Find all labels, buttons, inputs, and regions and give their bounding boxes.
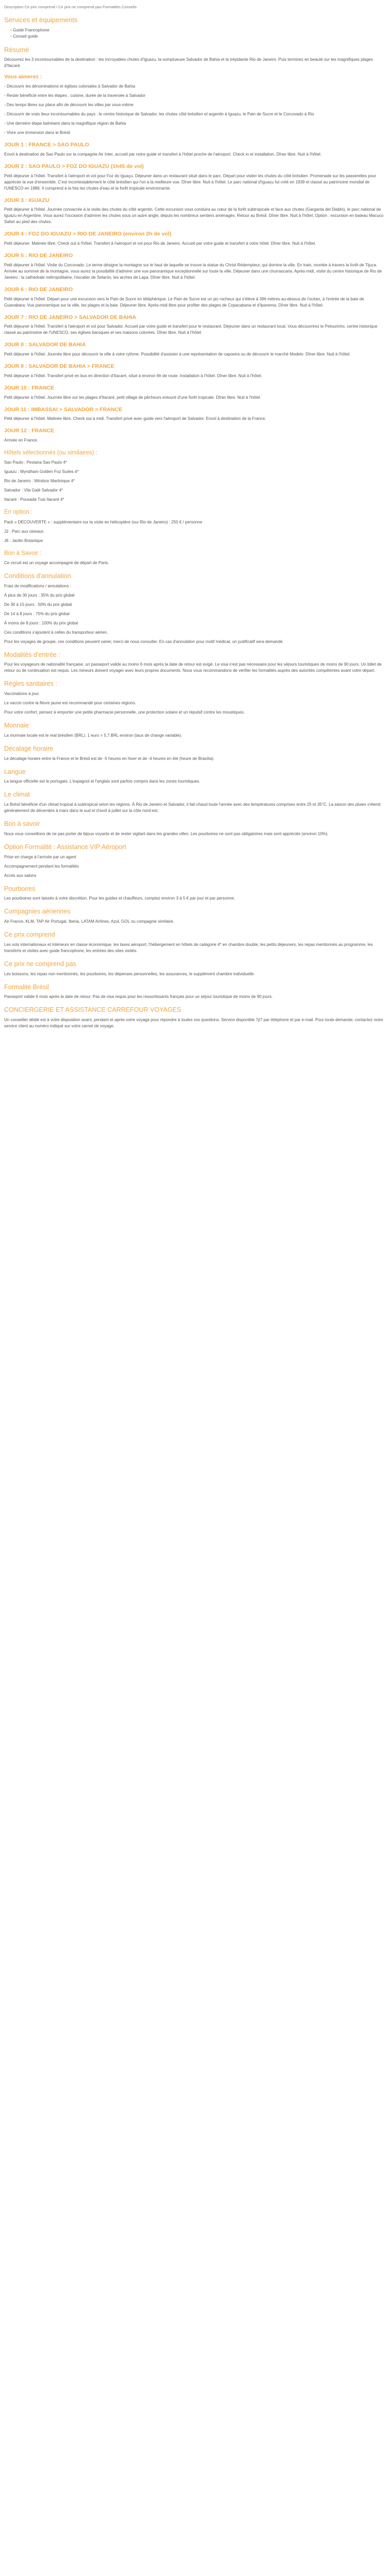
day-title: JOUR 5 : RIO DE JANEIRO bbox=[4, 252, 73, 259]
option-formalite-item: Accès aux salons bbox=[4, 873, 37, 878]
conditions-item: Frais de modifications / annulations : bbox=[4, 583, 71, 588]
day-text: Petit déjeuner à l'hôtel. Journée consacrée à la visite des chutes du côté argentin. Cette excursion vous conduira au cœur de la forêt subtropicale et face aux chutes (Garganta del Diablo), le parc national de Iguazu en Argentine. Vous aurez l'occasion d'admirer les chutes sous un autre angle, depuis les nombreux sentiers aménagés. Retour au Brésil. Dîner libre. Nuit à l'hôtel. Option : excursion en bateau Macuco Safari au pied des chutes. bbox=[4, 207, 384, 225]
day-title: JOUR 1 : FRANCE > SAO PAULO bbox=[4, 142, 89, 148]
prix-ne-comprend-title: Ce prix ne comprend pas bbox=[4, 960, 76, 968]
resume-paragraph: Découvrez les 3 incontournables de la destination : les incroyables chutes d'Iguazu, la somptueuse Salvador de Bahia et la trépidante Rio de Janeiro. Puis terminez en beauté sur les magnifiques plages d'Itacaré. bbox=[4, 57, 373, 69]
bon-a-savoir-title: Bon à savoir bbox=[4, 820, 40, 827]
option-formalite-title: Option Formalité : Assistance VIP Aéroport bbox=[4, 843, 126, 851]
vous-aimerez-title: Vous aimerez : bbox=[4, 74, 42, 80]
conditions-item: De 14 à 8 jours : 75% du prix global bbox=[4, 611, 70, 616]
vous-aimerez-item: - Découvrir les dénominations et églises coloniales à Salvador de Bahia bbox=[4, 84, 135, 89]
services-item: • Guide Francophone bbox=[10, 27, 387, 33]
langue-text: La langue officielle est le portugais. L'espagnol et l'anglais sont parfois compris dans les zones touristiques. bbox=[4, 779, 201, 784]
day-title: JOUR 3 : IGUAZU bbox=[4, 197, 50, 204]
day-text: Petit déjeuner. Matinée libre. Check out à l'hôtel. Transfert à l'aéroport et vol pour Rio de Janeiro. Accueil par votre guide et transfert à votre hôtel. Dîner libre. Nuit à l'hôtel. bbox=[4, 241, 316, 246]
services-title: Services et équipements bbox=[4, 16, 78, 24]
conciergerie-title: CONCIERGERIE ET ASSISTANCE CARREFOUR VOYAGES bbox=[4, 1006, 182, 1014]
climat-title: Le climat bbox=[4, 791, 30, 799]
day-title: JOUR 8 : SALVADOR DE BAHIA bbox=[4, 342, 86, 348]
conditions-item: Ces conditions s'ajoutent à celles du transporteur aérien. bbox=[4, 630, 108, 635]
hotels-title: Hôtels sélectionnés (ou similaires) : bbox=[4, 450, 97, 456]
day-title: JOUR 12 : FRANCE bbox=[4, 428, 54, 434]
pourboires-text: Les pourboires sont laissés à votre discrétion. Pour les guides et chauffeurs, comptez environ 3 à 5 € par jour et par personne. bbox=[4, 896, 235, 901]
decalage-title: Décalage horaire bbox=[4, 744, 54, 752]
conditions-list bbox=[4, 583, 387, 636]
day-title: JOUR 7 : RIO DE JANEIRO > SALVADOR DE BAHIA bbox=[4, 314, 137, 320]
prix-comprend-text: Les vols internationaux et intérieurs en classe économique, les taxes aéroport, l'hébergement en hôtels de catégorie 4* en chambre double, les petits déjeuners, les repas mentionnés au programme, les transferts et visites avec guide francophone, les entrées des sites visités. bbox=[4, 942, 373, 953]
conciergerie-text: Un conseiller dédié est à votre disposition avant, pendant et après votre voyage pour répondre à toutes vos questions. Service disponible 7j/7 par téléphone et par e-mail. Pour toute demande, contactez notre service client au numéro indiqué sur votre carnet de voyage. bbox=[4, 1018, 383, 1028]
option-formalite-item: Accompagnement pendant les formalités bbox=[4, 863, 79, 869]
prix-ne-comprend-text: Les boissons, les repas non mentionnés, les pourboires, les dépenses personnelles, les assurances, le supplément chambre individuelle. bbox=[4, 971, 255, 976]
hotel-item: Salvador : Vila Galé Salvador 4* bbox=[4, 488, 63, 493]
climat-text: Le Brésil bénéficie d'un climat tropical à subtropical selon les régions. À Rio de Janeiro et Salvador, il fait chaud toute l'année avec des températures comprises entre 25 et 35°C. La saison des pluies s'étend généralement de décembre à mars dans le sud et d'avril à juillet sur la côte nord-est. bbox=[4, 802, 381, 813]
pourboires-title: Pourboires bbox=[4, 885, 36, 892]
option-title: En option : bbox=[4, 509, 32, 516]
formalite-bresil-title: Formalité Brésil bbox=[4, 983, 49, 991]
conditions-item: À moins de 8 jours : 100% du prix global bbox=[4, 620, 78, 625]
vous-aimerez-item: - Des temps libres sur place afin de découvrir les villes par vous-même bbox=[4, 103, 134, 107]
regles-title: Règles sanitaires : bbox=[4, 680, 57, 688]
compagnies-title: Compagnies aériennes bbox=[4, 908, 71, 916]
day-text: Petit déjeuner à l'hôtel. Matinée libre. Check out à midi. Transfert privé avec guide vers l'aéroport de Salvador. Envol à destination de la France. bbox=[4, 416, 266, 421]
intro-line: Description Ce prix comprend / Ce prix ne comprend pas Formalités Conseils bbox=[4, 5, 137, 9]
conditions-text: Pour les voyages de groupe, ces conditions peuvent varier, merci de nous consulter. En cas d'annulation pour motif médical, un justificatif sera demandé. bbox=[4, 639, 284, 644]
option-list bbox=[4, 519, 387, 544]
services-item: • Conseil guide bbox=[10, 33, 387, 40]
day-title: JOUR 9 : SALVADOR DE BAHIA > FRANCE bbox=[4, 363, 115, 369]
option-item: Pack « DÉCOUVERTE » : supplémentaire sur la visite en hélicoptère (sur Rio de Janeiro) : 250 € / personne bbox=[4, 519, 203, 524]
bon-voyage-text: Ce circuit est un voyage accompagné de départ de Paris. bbox=[4, 560, 109, 565]
option-item: J2 : Parc aux oiseaux bbox=[4, 529, 44, 534]
day-text: Petit déjeuner à l'hôtel. Transfert à l'aéroport et vol pour Foz do Iguaçu. Déjeuner dans un restaurant situé dans le parc. Départ pour visiter les chutes du côté brésilien. Promenade sur les passerelles pour apprécier la vue d'ensemble. C'est incontestablement le côté brésilien qui l'on a la meilleure vue. Dîner libre. Nuit à l'hôtel. Le parc national d'Iguaçu fut créé en 1939 et classé au patrimoine mondial de l'UNESCO en 1986. Il comprend à la fois les chutes d'eau et la forêt tropicale environnante. bbox=[4, 173, 377, 191]
hotel-item: Sao Paulo : Pestana Sao Paulo 4* bbox=[4, 460, 67, 465]
vous-aimerez-item: - Rester bénéficié entre les étapes : cuisine, durée de la traversée à Salvador bbox=[4, 93, 145, 98]
day-text: Envol à destination de Sao Paulo sur la compagnie Air Inter, accueil par notre guide et transfert à l'hôtel proche de l'aéroport. Check in et installation. Dîner libre. Nuit à l'hôtel. bbox=[4, 151, 322, 157]
option-item: J6 : Jardin Botanique bbox=[4, 538, 43, 543]
regles-item: Le vaccin contre la fièvre jaune est recommandé pour certaines régions. bbox=[4, 701, 136, 705]
conditions-item: De 30 à 15 jours : 50% du prix global bbox=[4, 602, 72, 607]
day-text: Arrivée en France. bbox=[4, 438, 38, 443]
itinerary bbox=[4, 141, 387, 444]
bon-voyage-title: Bon à Savoir : bbox=[4, 550, 42, 556]
modalites-text: Pour les voyageurs de nationalité française, un passeport valide au moins 6 mois après la date de retour est exigé. Le visa n'est pas nécessaire pour les séjours touristiques de moins de 90 jours. Un billet de retour ou de continuation est requis. Les mineurs doivent voyager avec leurs propres documents. Nous vous recommandons de vérifier les formalités auprès des autorités compétentes avant votre départ. bbox=[4, 662, 382, 673]
compagnies-text: Air France, KLM, TAP Air Portugal, Iberia, LATAM Airlines, Azul, GOL ou compagnie similaire. bbox=[4, 919, 174, 924]
conditions-item: À plus de 30 jours : 35% du prix global bbox=[4, 592, 75, 598]
day-text: Petit déjeuner à l'hôtel. Départ pour une excursion vers le Pain de Sucre en téléphérique. Le Pain de Sucre est un pic rocheux qui s'élève à 396 mètres au-dessus de l'océan, à l'entrée de la baie de Guanabara. Vue panoramique sur la ville, les plages et la baie. Déjeuner libre. Après-midi libre pour profiter des plages de Copacabana et d'Ipanema. Dîner libre. Nuit à l'hôtel. bbox=[4, 296, 364, 308]
decalage-text: Le décalage horaire entre la France et le Brésil est de -5 heures en hiver et de -4 heures en été (heure de Brasília). bbox=[4, 756, 215, 761]
option-formalite-list bbox=[4, 854, 387, 879]
day-text: Petit déjeuner à l'hôtel. Journée libre pour découvrir la ville à votre rythme. Possibilité d'assister à une représentation de capoeira ou de découvrir le marché Modelo. Dîner libre. Nuit à l'hôtel. bbox=[4, 352, 351, 357]
hotels-list bbox=[4, 460, 387, 503]
day-title: JOUR 2 : SAO PAULO > FOZ DO IGUAZU (1h45 de vol) bbox=[4, 163, 144, 170]
day-title: JOUR 6 : RIO DE JANEIRO bbox=[4, 286, 73, 293]
monnaie-text: La monnaie locale est le real brésilien (BRL). 1 euro = 5,7 BRL environ (taux de change variable). bbox=[4, 733, 183, 738]
bon-a-savoir-text: Nous vous conseillons de ne pas porter de bijoux voyants et de rester vigilant dans les grandes villes. Les pourboires ne sont pas obligatoires mais sont appréciés (environ 10%). bbox=[4, 831, 329, 836]
conditions-title: Conditions d'annulation bbox=[4, 572, 71, 580]
day-text: Petit déjeuner à l'hôtel. Journée libre sur les plages d'Itacaré, petit village de pêcheurs entouré d'une forêt tropicale. Dîner libre. Nuit à l'hôtel. bbox=[4, 395, 261, 400]
modalites-title: Modalités d'entrée : bbox=[4, 651, 60, 658]
vous-aimerez-item: - Une dernière étape balnéaire dans la magnifique région de Bahia bbox=[4, 121, 126, 126]
hotel-item: Rio de Janeiro : Windsor Martinique 4* bbox=[4, 479, 75, 484]
vous-aimerez-item: - Vivre une immersion dans le Brésil bbox=[4, 130, 70, 135]
formalite-bresil-text: Passeport valide 6 mois après la date de retour. Pas de visa requis pour les ressortissants français pour un séjour touristique de moins de 90 jours. bbox=[4, 994, 273, 999]
day-title: JOUR 4 : FOZ DO IGUAZU > RIO DE JANEIRO (environ 2h de vol) bbox=[4, 231, 172, 238]
regles-text: Pour votre confort, pensez à emporter une petite pharmacie personnelle, une protection solaire et un répulsif contre les moustiques. bbox=[4, 710, 245, 715]
regles-list bbox=[4, 691, 387, 706]
vous-aimerez-list bbox=[4, 83, 387, 136]
option-formalite-item: Prise en charge à l'arrivée par un agent bbox=[4, 854, 76, 859]
day-title: JOUR 11 : IMBASSAI > SALVADOR > FRANCE bbox=[4, 406, 122, 413]
resume-title: Résumé bbox=[4, 45, 29, 54]
hotel-item: Itacaré : Pousada Txai Itacaré 4* bbox=[4, 497, 64, 502]
hotel-item: Iguazu : Wyndham Golden Foz Suites 4* bbox=[4, 469, 79, 474]
prix-comprend-title: Ce prix comprend bbox=[4, 931, 55, 938]
langue-title: Langue bbox=[4, 768, 26, 775]
day-title: JOUR 10 : FRANCE bbox=[4, 384, 54, 391]
page bbox=[0, 0, 391, 1029]
day-text: Petit déjeuner à l'hôtel. Transfert à l'aéroport et vol pour Salvador. Accueil par votre guide et transfert pour le restaurant. Déjeuner dans un restaurant local. Vous découvrirez le Pelourinho, centre historique classé au patrimoine de l'UNESCO, ses églises baroques et ses maisons colorées. Dîner libre. Nuit à l'hôtel. bbox=[4, 324, 378, 335]
services-list bbox=[4, 27, 387, 40]
monnaie-title: Monnaie bbox=[4, 722, 29, 729]
vous-aimerez-item: - Découvrir de vrais lieux incontournables du pays : le centre historique de Salvador, les chutes côté brésilien et argentin à Iguazu, le Pain de Sucre et le Corcovado à Rio bbox=[4, 112, 314, 116]
regles-item: Vaccinations à jour. bbox=[4, 691, 40, 696]
day-text: Petit déjeuner à l'hôtel. Visite du Corcovado. Le terme désigne la montagne sur le haut de laquelle se trouve la statue du Christ Rédempteur, qui domine la ville. En train, montée à travers la forêt de Tijuca. Arrivée au sommet de la montagne, vous aurez la possibilité d'admirer une vue panoramique exceptionnelle sur toute la ville. Déjeuner dans une churrascaria. Après-midi, visite du centre historique de Rio de Janeiro : la cathédrale métropolitaine, l'escalier de Selarón, les arches de Lapa. Dîner libre. Nuit à l'hôtel. bbox=[4, 262, 382, 280]
day-text: Petit déjeuner à l'hôtel. Transfert privé en bus en direction d'Itacaré, situé à environ 6h de route. Installation à l'hôtel. Dîner libre. Nuit à l'hôtel. bbox=[4, 373, 263, 378]
